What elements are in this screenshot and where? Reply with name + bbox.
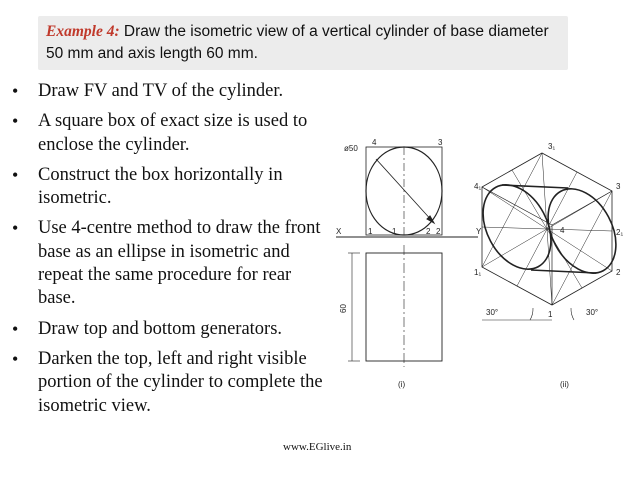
isometric-view [469, 153, 629, 320]
height-label: 60 [339, 304, 348, 313]
iso-11: 1₁ [474, 268, 482, 277]
pt-3-top: 3 [438, 138, 443, 147]
iso-3: 3 [616, 182, 621, 191]
caption-ii: (ii) [560, 380, 569, 389]
iso-21: 2₁ [616, 228, 624, 237]
pt-2a-xy: 2 [426, 227, 431, 236]
x-label: X [336, 227, 342, 236]
top-view [360, 147, 448, 235]
title-box [38, 16, 568, 70]
footer-url: www.EGlive.in [283, 441, 352, 453]
iso-4: 4 [560, 226, 565, 235]
iso-2: 2 [616, 268, 621, 277]
iso-41: 4₁ [474, 182, 482, 191]
bullet-text: Darken the top, left and right visible portion of the cylinder to complete the isometric view. [38, 348, 323, 416]
bullet-list [10, 80, 330, 425]
bullet-text: A square box of exact size is used to enclose the cylinder. [38, 111, 308, 155]
title-text: Draw the isometric view of a vertical cylinder of base diameter 50 mm and axis length 60 mm. [46, 23, 549, 62]
example-label: Example 4: [46, 23, 120, 40]
angle-left: 30° [486, 308, 499, 317]
bullet-dot-icon: • [12, 111, 19, 132]
iso-1: 1 [548, 310, 553, 319]
bullet-item [10, 348, 330, 418]
bullet-dot-icon: • [12, 218, 19, 239]
bullet-dot-icon: • [12, 348, 19, 369]
bullet-item [10, 217, 330, 310]
bullet-item [10, 80, 330, 103]
bullet-text: Draw top and bottom generators. [38, 318, 283, 339]
bullet-dot-icon: • [12, 81, 19, 101]
bullet-text: Draw FV and TV of the cylinder. [38, 81, 284, 101]
pt-1a-xy: 1 [392, 227, 397, 236]
pt-1-xy: 1 [368, 227, 373, 236]
pt-4-top: 4 [372, 138, 377, 147]
bullet-item [10, 164, 330, 211]
isometric-figure [330, 125, 630, 395]
bullet-text: Construct the box horizontally in isometric. [38, 164, 283, 209]
bullet-text: Use 4-centre method to draw the front base as an ellipse in isometric and repeat the same procedure for rear base. [38, 218, 321, 309]
front-view [348, 245, 442, 367]
bullet-item [10, 110, 330, 157]
bullet-dot-icon: • [12, 164, 19, 185]
bullet-dot-icon: • [12, 318, 19, 339]
pt-2-xy: 2 [436, 227, 441, 236]
diameter-label: ø50 [344, 144, 358, 153]
iso-31: 3₁ [548, 142, 556, 151]
caption-i: (i) [398, 380, 406, 389]
bullet-item [10, 318, 330, 341]
angle-right: 30° [586, 308, 599, 317]
y-label: Y [476, 227, 482, 236]
